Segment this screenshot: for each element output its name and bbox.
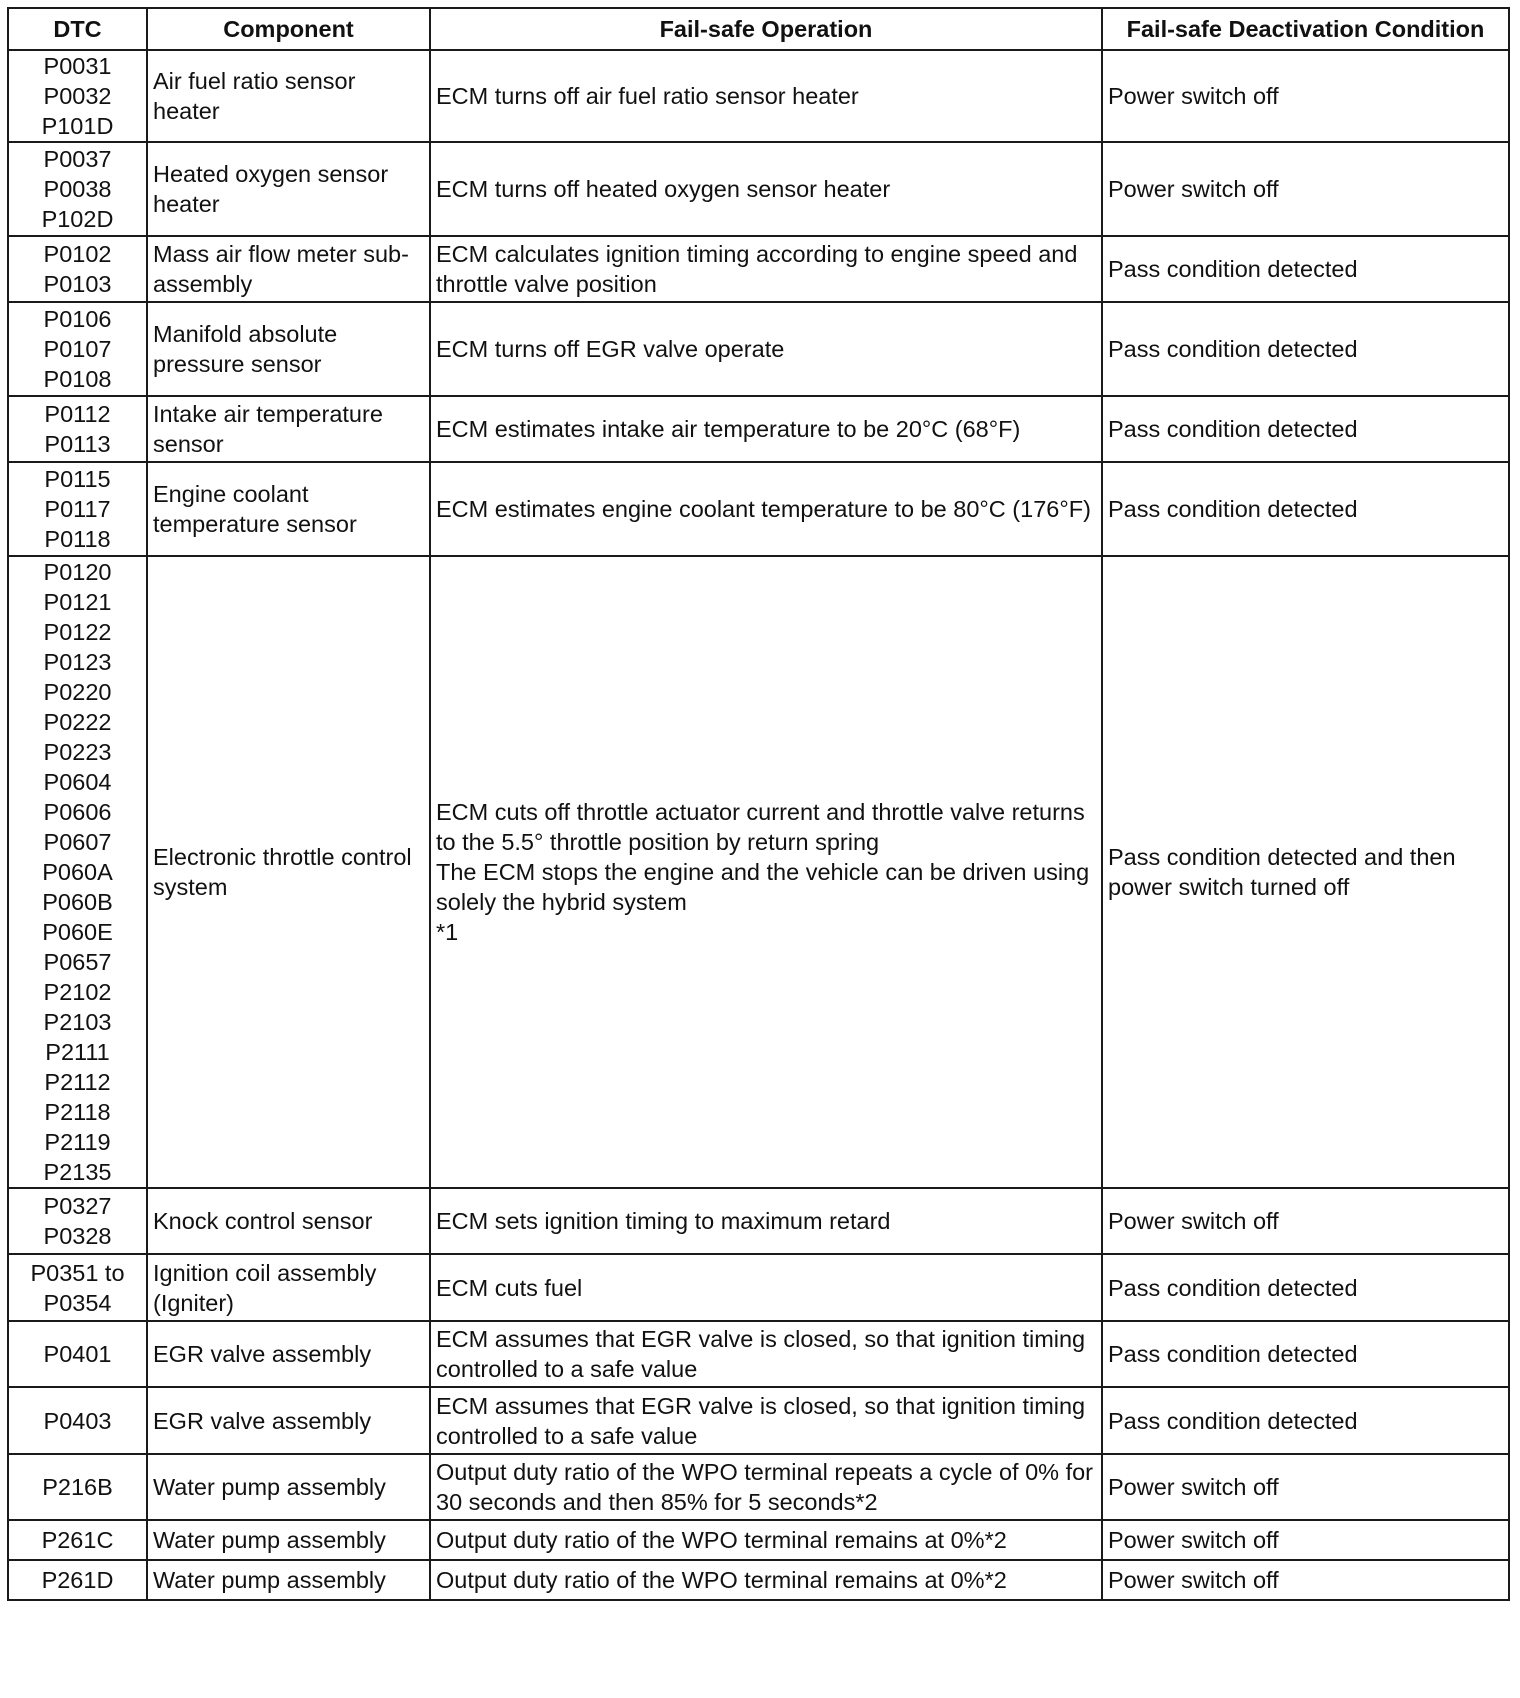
operation-line: ECM calculates ignition timing according to engine speed and throttle valve position: [436, 241, 1078, 297]
fail-safe-operation-cell: [430, 1188, 1102, 1254]
operation-line: ECM cuts fuel: [436, 1274, 583, 1301]
operation-line: The ECM stops the engine and the vehicle can be driven using solely the hybrid system: [436, 859, 1090, 915]
deactivation-condition-cell: Pass condition detected: [1102, 1321, 1509, 1387]
fail-safe-operation-cell: [430, 236, 1102, 302]
dtc-code: P2119: [44, 1129, 111, 1155]
dtc-code: P101D: [41, 113, 114, 139]
dtc-code: P0607: [43, 829, 112, 855]
deactivation-condition-cell: Pass condition detected: [1102, 396, 1509, 462]
dtc-cell: [8, 462, 147, 556]
dtc-code: P2102: [43, 979, 112, 1005]
header-fail-safe-operation: Fail-safe Operation: [430, 8, 1102, 50]
table-row: [8, 142, 1509, 236]
dtc-code: P0117: [44, 496, 111, 522]
dtc-cell: [8, 1254, 147, 1321]
component-cell: Heated oxygen sensor heater: [147, 142, 430, 236]
dtc-code: P2112: [44, 1069, 111, 1095]
dtc-code: P060B: [42, 889, 113, 915]
deactivation-condition-cell: Pass condition detected: [1102, 1254, 1509, 1321]
dtc-code: P0032: [43, 83, 112, 109]
dtc-code: P0403: [43, 1407, 112, 1434]
component-cell: Electronic throttle control system: [147, 556, 430, 1188]
fail-safe-operation-cell: [430, 1254, 1102, 1321]
deactivation-condition-cell: Power switch off: [1102, 1454, 1509, 1520]
table-body: [8, 50, 1509, 1600]
table-row: [8, 1321, 1509, 1387]
dtc-code: P216B: [42, 1474, 113, 1500]
dtc-code: P0113: [44, 431, 111, 457]
dtc-code: P0118: [44, 526, 111, 552]
dtc-code: P102D: [41, 206, 114, 232]
dtc-code: P0103: [43, 271, 112, 297]
dtc-code: P2111: [45, 1039, 110, 1065]
deactivation-condition-cell: Power switch off: [1102, 1188, 1509, 1254]
deactivation-condition-cell: Power switch off: [1102, 1560, 1509, 1600]
fail-safe-operation-cell: [430, 1321, 1102, 1387]
dtc-code: P0328: [43, 1223, 112, 1249]
dtc-code: P0031: [43, 53, 112, 79]
operation-line: ECM assumes that EGR valve is closed, so that ignition timing controlled to a safe value: [436, 1326, 1086, 1382]
component-cell: Knock control sensor: [147, 1188, 430, 1254]
fail-safe-operation-cell: [430, 50, 1102, 142]
dtc-code: P0220: [43, 679, 112, 705]
dtc-code: P2103: [43, 1009, 112, 1035]
dtc-code: P0657: [43, 949, 112, 975]
dtc-cell: [8, 302, 147, 396]
fail-safe-operation-cell: [430, 1454, 1102, 1520]
dtc-cell: [8, 1560, 147, 1600]
header-dtc: DTC: [8, 8, 147, 50]
dtc-code: P2135: [43, 1159, 112, 1185]
dtc-code: P0120: [43, 559, 112, 585]
dtc-code: P060A: [42, 859, 113, 885]
fail-safe-table: [7, 7, 1510, 1601]
fail-safe-operation-cell: [430, 462, 1102, 556]
dtc-cell: [8, 236, 147, 302]
component-cell: Manifold absolute pressure sensor: [147, 302, 430, 396]
component-cell: Engine coolant temperature sensor: [147, 462, 430, 556]
operation-line: ECM estimates engine coolant temperature to be 80°C (176°F): [436, 496, 1091, 522]
dtc-code: P0112: [44, 401, 111, 427]
fail-safe-operation-cell: [430, 1520, 1102, 1560]
dtc-code: P0122: [43, 619, 112, 645]
operation-line: Output duty ratio of the WPO terminal remains at 0%*2: [436, 1567, 1007, 1593]
dtc-code: P0354: [43, 1289, 112, 1316]
table-row: [8, 302, 1509, 396]
dtc-code: P0223: [43, 739, 112, 765]
dtc-code: P0606: [43, 799, 112, 825]
operation-line: ECM estimates intake air temperature to be 20°C (68°F): [436, 416, 1021, 442]
dtc-code: P0106: [43, 306, 112, 332]
header-component: Component: [147, 8, 430, 50]
operation-line: ECM cuts off throttle actuator current and throttle valve returns to the 5.5° throttle position by return spring: [436, 799, 1085, 855]
dtc-code: P060E: [42, 919, 113, 945]
dtc-code: P261D: [41, 1567, 114, 1593]
dtc-cell: [8, 1454, 147, 1520]
deactivation-condition-cell: Power switch off: [1102, 50, 1509, 142]
table-row: [8, 462, 1509, 556]
table-row: [8, 556, 1509, 1188]
dtc-cell: [8, 1520, 147, 1560]
deactivation-condition-cell: Pass condition detected: [1102, 236, 1509, 302]
component-cell: Ignition coil assembly (Igniter): [147, 1254, 430, 1321]
table-row: [8, 396, 1509, 462]
operation-line: ECM sets ignition timing to maximum retard: [436, 1208, 891, 1234]
deactivation-condition-cell: Power switch off: [1102, 1520, 1509, 1560]
deactivation-condition-cell: Pass condition detected: [1102, 462, 1509, 556]
fail-safe-operation-cell: [430, 1560, 1102, 1600]
operation-line: ECM turns off air fuel ratio sensor heater: [436, 83, 859, 109]
component-cell: EGR valve assembly: [147, 1387, 430, 1454]
deactivation-condition-cell: Pass condition detected: [1102, 1387, 1509, 1454]
table-row: [8, 50, 1509, 142]
component-cell: Mass air flow meter sub-assembly: [147, 236, 430, 302]
table-header-row: [8, 8, 1509, 50]
table-row: [8, 236, 1509, 302]
dtc-code: P0102: [43, 241, 112, 267]
component-cell: EGR valve assembly: [147, 1321, 430, 1387]
dtc-code: P0123: [43, 649, 112, 675]
table-row: [8, 1188, 1509, 1254]
operation-line: *1: [436, 919, 459, 945]
table-row: [8, 1387, 1509, 1454]
operation-line: Output duty ratio of the WPO terminal repeats a cycle of 0% for 30 seconds and then 85% for 5 seconds*2: [436, 1459, 1093, 1515]
table-row: [8, 1454, 1509, 1520]
dtc-code: P0107: [43, 336, 112, 362]
table-row: [8, 1560, 1509, 1600]
component-cell: Water pump assembly: [147, 1560, 430, 1600]
operation-line: ECM turns off EGR valve operate: [436, 336, 785, 362]
dtc-code: P0108: [43, 366, 112, 392]
fail-safe-table-container: [7, 7, 1510, 1601]
table-row: [8, 1254, 1509, 1321]
dtc-code: P0038: [43, 176, 112, 202]
component-cell: Intake air temperature sensor: [147, 396, 430, 462]
operation-line: ECM assumes that EGR valve is closed, so that ignition timing controlled to a safe value: [436, 1392, 1086, 1449]
dtc-cell: [8, 556, 147, 1188]
fail-safe-operation-cell: [430, 396, 1102, 462]
operation-line: Output duty ratio of the WPO terminal remains at 0%*2: [436, 1527, 1007, 1553]
dtc-cell: [8, 396, 147, 462]
dtc-code: P0115: [44, 466, 111, 492]
deactivation-condition-cell: Pass condition detected and then power switch turned off: [1102, 556, 1509, 1188]
deactivation-condition-cell: Pass condition detected: [1102, 302, 1509, 396]
dtc-code: P0037: [43, 146, 112, 172]
component-cell: Water pump assembly: [147, 1520, 430, 1560]
fail-safe-operation-cell: [430, 142, 1102, 236]
deactivation-condition-cell: Power switch off: [1102, 142, 1509, 236]
dtc-cell: [8, 50, 147, 142]
operation-line: ECM turns off heated oxygen sensor heater: [436, 176, 891, 202]
dtc-code: P0604: [43, 769, 112, 795]
dtc-code: P0351 to: [30, 1259, 125, 1286]
dtc-code: P0121: [43, 589, 112, 615]
table-row: [8, 1520, 1509, 1560]
dtc-cell: [8, 1387, 147, 1454]
dtc-code: P2118: [44, 1099, 111, 1125]
fail-safe-operation-cell: [430, 302, 1102, 396]
component-cell: Air fuel ratio sensor heater: [147, 50, 430, 142]
dtc-cell: [8, 142, 147, 236]
dtc-code: P0401: [43, 1341, 112, 1367]
fail-safe-operation-cell: [430, 556, 1102, 1188]
dtc-code: P0327: [43, 1193, 112, 1219]
dtc-cell: [8, 1321, 147, 1387]
fail-safe-operation-cell: [430, 1387, 1102, 1454]
header-deactivation-condition: Fail-safe Deactivation Condition: [1102, 8, 1509, 50]
component-cell: Water pump assembly: [147, 1454, 430, 1520]
dtc-code: P261C: [41, 1527, 114, 1553]
dtc-cell: [8, 1188, 147, 1254]
dtc-code: P0222: [43, 709, 112, 735]
